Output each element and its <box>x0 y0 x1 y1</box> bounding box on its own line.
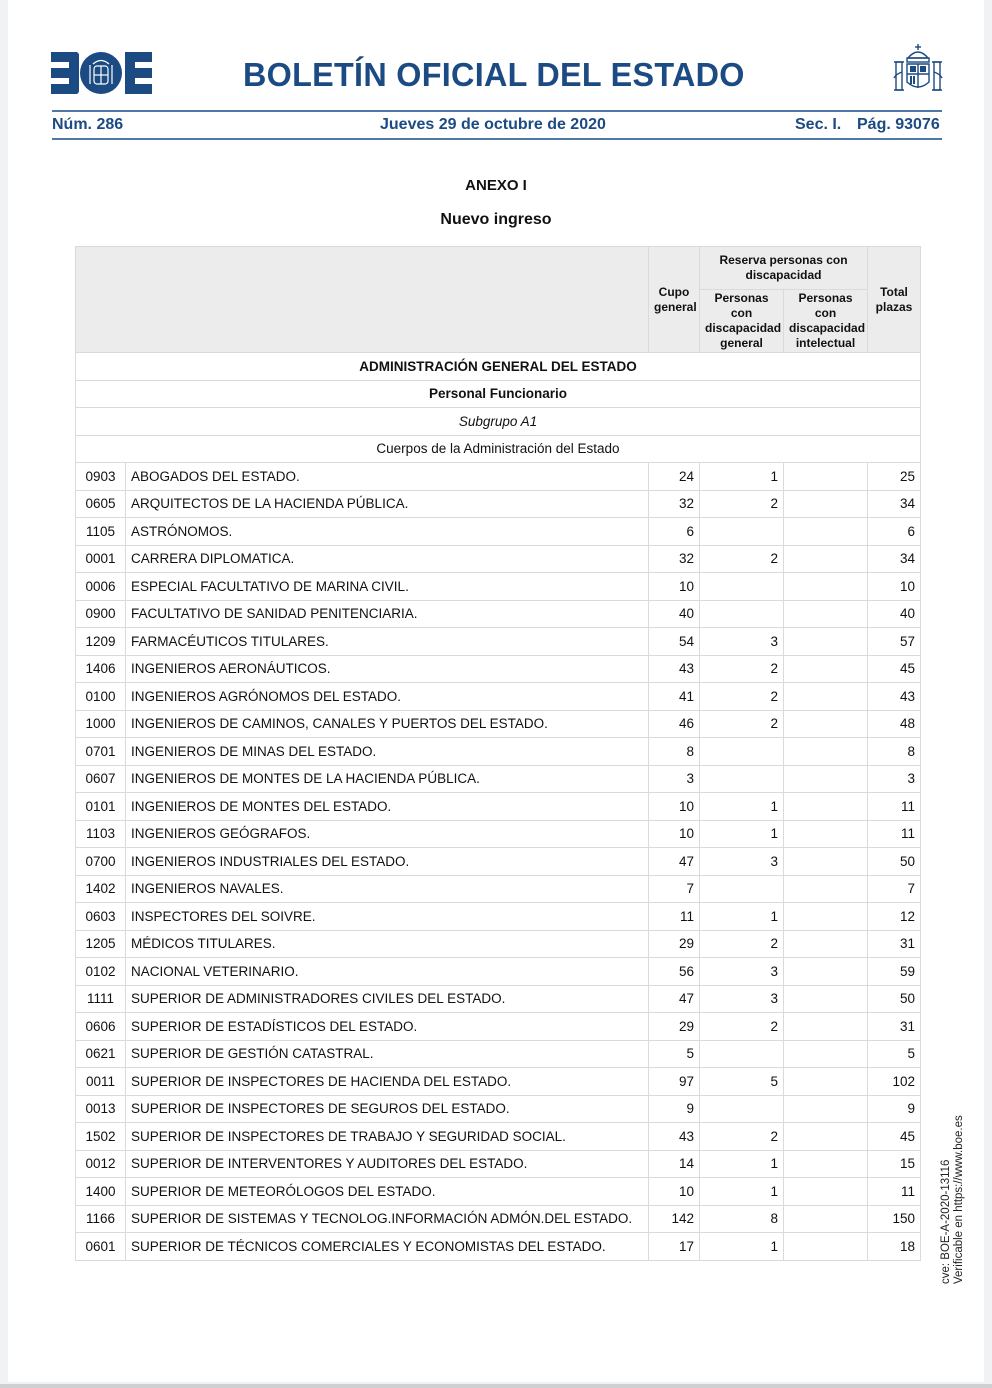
row-total: 43 <box>868 683 921 711</box>
row-disc-general: 1 <box>700 1233 784 1261</box>
row-code: 0621 <box>76 1040 126 1068</box>
row-cupo-general: 43 <box>649 1123 700 1151</box>
row-disc-general <box>700 600 784 628</box>
table-row <box>76 930 921 958</box>
row-code: 0013 <box>76 1095 126 1123</box>
row-code: 1103 <box>76 820 126 848</box>
row-disc-intelectual <box>784 518 868 546</box>
table-row <box>76 738 921 766</box>
row-name: FARMACÉUTICOS TITULARES. <box>126 628 649 656</box>
row-total: 11 <box>868 820 921 848</box>
row-name: NACIONAL VETERINARIO. <box>126 958 649 986</box>
band-administracion: ADMINISTRACIÓN GENERAL DEL ESTADO <box>76 353 921 381</box>
row-cupo-general: 10 <box>649 793 700 821</box>
row-code: 1502 <box>76 1123 126 1151</box>
row-disc-general <box>700 1095 784 1123</box>
row-disc-general: 2 <box>700 710 784 738</box>
table-row <box>76 793 921 821</box>
row-total: 102 <box>868 1068 921 1096</box>
row-name: SUPERIOR DE INSPECTORES DE HACIENDA DEL ESTADO. <box>126 1068 649 1096</box>
row-code: 1406 <box>76 655 126 683</box>
row-cupo-general: 46 <box>649 710 700 738</box>
row-cupo-general: 3 <box>649 765 700 793</box>
row-disc-intelectual <box>784 710 868 738</box>
table-row <box>76 765 921 793</box>
coat-of-arms-icon <box>892 42 944 98</box>
row-name: INGENIEROS AERONÁUTICOS. <box>126 655 649 683</box>
band-cuerpos: Cuerpos de la Administración del Estado <box>76 435 921 463</box>
row-total: 50 <box>868 848 921 876</box>
row-code: 1402 <box>76 875 126 903</box>
row-disc-intelectual <box>784 1040 868 1068</box>
row-total: 45 <box>868 655 921 683</box>
row-total: 5 <box>868 1040 921 1068</box>
row-cupo-general: 97 <box>649 1068 700 1096</box>
row-disc-general: 1 <box>700 820 784 848</box>
header-cupo-general: Cupo general <box>649 247 700 353</box>
table-row <box>76 463 921 491</box>
row-name: INGENIEROS DE CAMINOS, CANALES Y PUERTOS DEL ESTADO. <box>126 710 649 738</box>
row-name: INGENIEROS NAVALES. <box>126 875 649 903</box>
table-row <box>76 985 921 1013</box>
annex-title: ANEXO I <box>465 177 527 194</box>
row-code: 0606 <box>76 1013 126 1041</box>
row-total: 6 <box>868 518 921 546</box>
table-row <box>76 1095 921 1123</box>
row-disc-intelectual <box>784 985 868 1013</box>
row-disc-general: 3 <box>700 848 784 876</box>
row-code: 0601 <box>76 1233 126 1261</box>
row-name: SUPERIOR DE ESTADÍSTICOS DEL ESTADO. <box>126 1013 649 1041</box>
cve-code: cve: BOE-A-2020-13116 <box>940 1159 952 1284</box>
row-code: 0700 <box>76 848 126 876</box>
row-cupo-general: 43 <box>649 655 700 683</box>
row-cupo-general: 32 <box>649 545 700 573</box>
row-total: 3 <box>868 765 921 793</box>
row-total: 18 <box>868 1233 921 1261</box>
row-cupo-general: 10 <box>649 573 700 601</box>
table-row <box>76 958 921 986</box>
row-disc-general <box>700 1040 784 1068</box>
header-divider-bottom <box>52 138 942 140</box>
positions-table <box>75 246 921 1261</box>
row-cupo-general: 32 <box>649 490 700 518</box>
row-total: 11 <box>868 1178 921 1206</box>
row-total: 11 <box>868 793 921 821</box>
row-cupo-general: 47 <box>649 848 700 876</box>
row-name: SUPERIOR DE ADMINISTRADORES CIVILES DEL ESTADO. <box>126 985 649 1013</box>
row-name: ABOGADOS DEL ESTADO. <box>126 463 649 491</box>
verify-link[interactable]: Verificable en https://www.boe.es <box>953 1115 965 1284</box>
header-total-plazas: Total plazas <box>868 247 921 353</box>
row-code: 1000 <box>76 710 126 738</box>
row-code: 0006 <box>76 573 126 601</box>
row-code: 0605 <box>76 490 126 518</box>
row-disc-intelectual <box>784 958 868 986</box>
table-row <box>76 848 921 876</box>
header-disc-general: Personas con discapacidad general <box>700 290 784 353</box>
row-disc-intelectual <box>784 1068 868 1096</box>
row-cupo-general: 11 <box>649 903 700 931</box>
page-bottom-edge <box>0 1384 992 1388</box>
row-disc-general: 3 <box>700 628 784 656</box>
row-code: 0603 <box>76 903 126 931</box>
row-name: SUPERIOR DE INSPECTORES DE SEGUROS DEL ESTADO. <box>126 1095 649 1123</box>
row-disc-general: 1 <box>700 1178 784 1206</box>
row-disc-intelectual <box>784 463 868 491</box>
row-name: ASTRÓNOMOS. <box>126 518 649 546</box>
row-name: ESPECIAL FACULTATIVO DE MARINA CIVIL. <box>126 573 649 601</box>
row-code: 1166 <box>76 1205 126 1233</box>
row-name: INGENIEROS GEÓGRAFOS. <box>126 820 649 848</box>
row-name: MÉDICOS TITULARES. <box>126 930 649 958</box>
row-code: 1400 <box>76 1178 126 1206</box>
row-disc-general: 2 <box>700 545 784 573</box>
row-cupo-general: 10 <box>649 820 700 848</box>
band-row <box>76 408 921 436</box>
row-code: 0001 <box>76 545 126 573</box>
band-row <box>76 435 921 463</box>
row-disc-general: 2 <box>700 1123 784 1151</box>
document-page <box>8 0 984 1382</box>
row-cupo-general: 6 <box>649 518 700 546</box>
table-row <box>76 710 921 738</box>
table-row <box>76 903 921 931</box>
row-disc-intelectual <box>784 655 868 683</box>
row-code: 1111 <box>76 985 126 1013</box>
table-row <box>76 573 921 601</box>
row-total: 48 <box>868 710 921 738</box>
row-cupo-general: 5 <box>649 1040 700 1068</box>
row-disc-intelectual <box>784 875 868 903</box>
row-cupo-general: 40 <box>649 600 700 628</box>
row-total: 31 <box>868 930 921 958</box>
row-total: 50 <box>868 985 921 1013</box>
row-cupo-general: 14 <box>649 1150 700 1178</box>
row-total: 15 <box>868 1150 921 1178</box>
row-cupo-general: 41 <box>649 683 700 711</box>
table-row <box>76 600 921 628</box>
annex-subtitle: Nuevo ingreso <box>440 211 552 228</box>
table-row <box>76 545 921 573</box>
row-cupo-general: 10 <box>649 1178 700 1206</box>
table-row <box>76 1068 921 1096</box>
row-disc-intelectual <box>784 848 868 876</box>
table-row <box>76 655 921 683</box>
table-row <box>76 1150 921 1178</box>
row-disc-intelectual <box>784 600 868 628</box>
table-row <box>76 628 921 656</box>
band-row <box>76 353 921 381</box>
row-total: 34 <box>868 545 921 573</box>
row-code: 0903 <box>76 463 126 491</box>
row-code: 0101 <box>76 793 126 821</box>
row-disc-general <box>700 765 784 793</box>
row-code: 0701 <box>76 738 126 766</box>
row-disc-intelectual <box>784 1123 868 1151</box>
row-disc-general: 1 <box>700 463 784 491</box>
row-disc-intelectual <box>784 683 868 711</box>
row-cupo-general: 7 <box>649 875 700 903</box>
row-total: 8 <box>868 738 921 766</box>
row-cupo-general: 17 <box>649 1233 700 1261</box>
row-name: SUPERIOR DE SISTEMAS Y TECNOLOG.INFORMACIÓN ADMÓN.DEL ESTADO. <box>126 1205 649 1233</box>
table-row <box>76 490 921 518</box>
bulletin-title: BOLETÍN OFICIAL DEL ESTADO <box>243 56 745 93</box>
row-total: 57 <box>868 628 921 656</box>
row-code: 1105 <box>76 518 126 546</box>
band-row <box>76 380 921 408</box>
table-row <box>76 820 921 848</box>
row-disc-intelectual <box>784 1205 868 1233</box>
row-disc-general <box>700 573 784 601</box>
header-disc-intelectual: Personas con discapacidad intelectual <box>784 290 868 353</box>
row-cupo-general: 29 <box>649 1013 700 1041</box>
row-disc-intelectual <box>784 628 868 656</box>
row-total: 7 <box>868 875 921 903</box>
table-row <box>76 518 921 546</box>
row-name: INGENIEROS DE MONTES DEL ESTADO. <box>126 793 649 821</box>
row-total: 34 <box>868 490 921 518</box>
row-disc-intelectual <box>784 490 868 518</box>
row-disc-general: 1 <box>700 903 784 931</box>
row-disc-intelectual <box>784 1150 868 1178</box>
table-row <box>76 875 921 903</box>
row-disc-intelectual <box>784 1013 868 1041</box>
table-row <box>76 683 921 711</box>
header-divider-top <box>52 110 942 112</box>
row-disc-intelectual <box>784 930 868 958</box>
row-disc-intelectual <box>784 1233 868 1261</box>
row-name: FACULTATIVO DE SANIDAD PENITENCIARIA. <box>126 600 649 628</box>
row-disc-general <box>700 518 784 546</box>
row-total: 150 <box>868 1205 921 1233</box>
row-cupo-general: 24 <box>649 463 700 491</box>
row-total: 59 <box>868 958 921 986</box>
row-name: INGENIEROS AGRÓNOMOS DEL ESTADO. <box>126 683 649 711</box>
table-row <box>76 1178 921 1206</box>
row-disc-general: 2 <box>700 1013 784 1041</box>
row-cupo-general: 142 <box>649 1205 700 1233</box>
row-disc-intelectual <box>784 793 868 821</box>
row-name: INGENIEROS DE MINAS DEL ESTADO. <box>126 738 649 766</box>
table-header-row <box>76 247 921 290</box>
row-name: SUPERIOR DE GESTIÓN CATASTRAL. <box>126 1040 649 1068</box>
row-code: 0011 <box>76 1068 126 1096</box>
row-total: 25 <box>868 463 921 491</box>
row-disc-general <box>700 738 784 766</box>
row-code: 0900 <box>76 600 126 628</box>
row-name: INGENIEROS INDUSTRIALES DEL ESTADO. <box>126 848 649 876</box>
issue-number: Núm. 286 <box>52 116 124 133</box>
band-personal-funcionario: Personal Funcionario <box>76 380 921 408</box>
band-subgrupo: Subgrupo A1 <box>76 408 921 436</box>
row-disc-general: 2 <box>700 655 784 683</box>
row-disc-intelectual <box>784 1178 868 1206</box>
row-cupo-general: 47 <box>649 985 700 1013</box>
row-disc-intelectual <box>784 545 868 573</box>
row-code: 0100 <box>76 683 126 711</box>
row-name: ARQUITECTOS DE LA HACIENDA PÚBLICA. <box>126 490 649 518</box>
page-number: Pág. 93076 <box>857 116 940 133</box>
row-name: CARRERA DIPLOMATICA. <box>126 545 649 573</box>
row-disc-general: 2 <box>700 930 784 958</box>
row-disc-intelectual <box>784 820 868 848</box>
row-total: 45 <box>868 1123 921 1151</box>
row-total: 10 <box>868 573 921 601</box>
header-reserva: Reserva personas con discapacidad <box>700 247 868 290</box>
row-total: 9 <box>868 1095 921 1123</box>
row-name: INGENIEROS DE MONTES DE LA HACIENDA PÚBLICA. <box>126 765 649 793</box>
row-disc-general: 8 <box>700 1205 784 1233</box>
row-cupo-general: 9 <box>649 1095 700 1123</box>
row-disc-intelectual <box>784 903 868 931</box>
row-total: 40 <box>868 600 921 628</box>
row-cupo-general: 29 <box>649 930 700 958</box>
row-disc-general: 2 <box>700 683 784 711</box>
verification-note <box>940 1115 966 1284</box>
row-disc-general: 5 <box>700 1068 784 1096</box>
table-row <box>76 1040 921 1068</box>
issue-date: Jueves 29 de octubre de 2020 <box>380 116 606 133</box>
row-code: 1209 <box>76 628 126 656</box>
row-disc-general: 1 <box>700 1150 784 1178</box>
row-disc-general: 1 <box>700 793 784 821</box>
row-cupo-general: 54 <box>649 628 700 656</box>
row-name: SUPERIOR DE METEORÓLOGOS DEL ESTADO. <box>126 1178 649 1206</box>
row-disc-intelectual <box>784 738 868 766</box>
row-name: SUPERIOR DE TÉCNICOS COMERCIALES Y ECONOMISTAS DEL ESTADO. <box>126 1233 649 1261</box>
row-disc-general: 3 <box>700 958 784 986</box>
section-label: Sec. I. <box>795 116 842 133</box>
row-disc-general: 2 <box>700 490 784 518</box>
header-blank-cell <box>76 247 649 353</box>
table-row <box>76 1013 921 1041</box>
row-cupo-general: 8 <box>649 738 700 766</box>
row-total: 31 <box>868 1013 921 1041</box>
row-name: INSPECTORES DEL SOIVRE. <box>126 903 649 931</box>
row-code: 0607 <box>76 765 126 793</box>
table-row <box>76 1123 921 1151</box>
row-total: 12 <box>868 903 921 931</box>
row-disc-intelectual <box>784 765 868 793</box>
table-row <box>76 1233 921 1261</box>
row-code: 0012 <box>76 1150 126 1178</box>
row-disc-intelectual <box>784 573 868 601</box>
row-disc-intelectual <box>784 1095 868 1123</box>
boe-logo-icon <box>51 52 152 94</box>
row-disc-general <box>700 875 784 903</box>
row-disc-general: 3 <box>700 985 784 1013</box>
table-row <box>76 1205 921 1233</box>
row-name: SUPERIOR DE INSPECTORES DE TRABAJO Y SEGURIDAD SOCIAL. <box>126 1123 649 1151</box>
row-code: 1205 <box>76 930 126 958</box>
row-cupo-general: 56 <box>649 958 700 986</box>
row-name: SUPERIOR DE INTERVENTORES Y AUDITORES DEL ESTADO. <box>126 1150 649 1178</box>
row-code: 0102 <box>76 958 126 986</box>
